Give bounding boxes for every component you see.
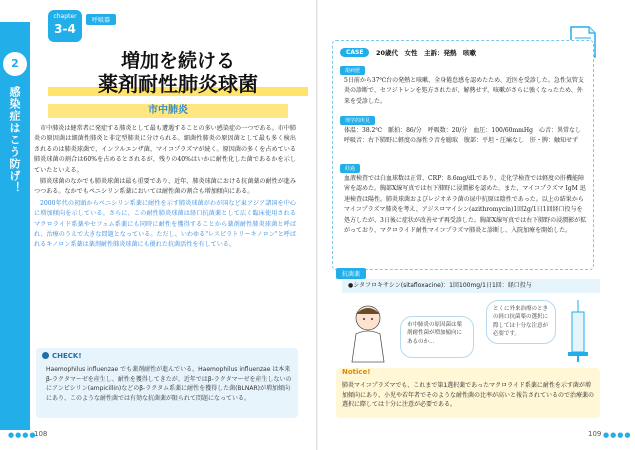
section-tag-course: 経過 xyxy=(340,164,360,173)
right-page xyxy=(318,0,635,450)
section-text-history: 5日前から37℃台の発熱と咳嗽、全身倦怠感を認めたため、近医を受診した。急性気管支炎の診断で、セフジトレンを処方されたが、解熱せず、咳嗽がさらに強くなったため、外来を受診した。 xyxy=(344,77,584,105)
section-tag-history: 現病歴 xyxy=(340,66,365,75)
page-number-left: 108 xyxy=(34,430,48,438)
chapter-badge xyxy=(48,10,82,42)
chapter-small-label: chapter xyxy=(53,13,77,20)
side-tab-label: 感染症はこう防げ！ xyxy=(8,86,21,194)
notice-heading: Notice! xyxy=(342,368,371,376)
title-line2: 薬剤耐性肺炎球菌 xyxy=(48,73,308,96)
section-subtitle: 市中肺炎 xyxy=(48,104,288,118)
paragraph: 肺炎球菌のなかでも肺炎球菌は最も重要であり、近年、肺炎球菌における抗菌薬の耐性が進みつつある。なかでもペニシリン系薬においては耐性菌の割合も増加傾向にある。 xyxy=(34,178,296,196)
speech-bubble-right: とくに外来治療のときの経口抗菌薬の選択に際しては十分な注意が必要です。 xyxy=(486,300,556,344)
page-dots-right: ●●●● xyxy=(603,431,632,439)
paragraph-highlight: 2000年代の初頭からペニシリン系薬に耐性を示す肺炎球菌がわが国など東アジア諸国を中心に増加傾向を示している。さらに、この耐性肺炎球菌は経口抗菌薬として広く臨床使用されるマクロライド系薬やセフェム系薬にも同時に耐性を獲得することから薬剤耐性肺炎球菌と呼ばれ、治療のうえで大きな問題となっている。ただし、いわゆる"レスピラトリーキノロン"と呼ばれるキノロン系薬は薬剤耐性肺炎球菌にも優れた抗菌活性を有している。 xyxy=(34,199,296,249)
chapter-category: 呼吸器 xyxy=(86,14,116,25)
side-tab-number: 2 xyxy=(3,52,27,76)
syringe-illustration xyxy=(558,298,598,364)
drug-tag: 抗菌薬 xyxy=(336,268,366,279)
page-dots-left: ●●●● xyxy=(8,431,37,439)
page-number-right: 109 xyxy=(588,430,602,438)
section-tag-physical: 理学的所見 xyxy=(340,116,375,125)
notice-body: 肺炎マイコプラズマでも、これまで第1選択薬であったマクロライド系薬に耐性を示す菌が増加傾向にあり、小児や若年者でそのような耐性菌の比率が高いと報告されているので治療薬の選択に際しては十分に注意が必要である。 xyxy=(342,382,595,409)
check-body: Haemophilus influenzae でも薬剤耐性が進んでいる。Haemophilus influenzae は本来β-ラクタマーゼを産生し、耐性を獲得してきたが、近年ではβ-ラクタマーゼを産生しないのにアンピシリン(ampicillin)などのβ-ラクタム系薬に耐性を獲得した菌(BLNAR)が増加傾向にあり、このような耐性菌では有効な抗菌薬が限られて問題になっている。 xyxy=(46,366,292,402)
left-page xyxy=(0,0,317,450)
side-tab xyxy=(0,22,30,430)
chapter-number: 3-4 xyxy=(54,22,76,36)
title-line1: 増加を続ける xyxy=(120,50,235,72)
speech-bubble-left: 市中肺炎の原因菌は薬剤耐性菌が増加傾向にあるのか… xyxy=(400,316,474,358)
nurse-illustration xyxy=(338,300,398,364)
section-text-course: 血液検査では白血球数は正常、CRP：8.6mg/dLであり、走化学検査では軽度の肝機能障害を認めた。胸部X線写真では右下肺野に浸潤影を認めた。また、マイコプラズマ IgM 迅速検査は陽性。肺炎球菌およびレジオネラ菌の尿中抗原は陰性であった。以上の結果からマイコプラズマ肺炎を考え、アジスロマイシン(azithromycin)1回2g/1日1回経口投与を処方したが、3日後に症状が改善せず再受診した。胸部X線写真では右下肺野の浸潤影が拡がっており、マクロライド耐性マイコプラズマ肺炎と診断し、入院加療を開始した。 xyxy=(344,175,587,235)
case-label: CASE xyxy=(340,48,369,57)
check-icon xyxy=(42,352,49,359)
check-heading-text: CHECK! xyxy=(52,352,82,360)
check-box xyxy=(36,348,298,418)
body-text xyxy=(34,124,296,252)
paragraph: 市中肺炎は健常者に発症する肺炎として最も遭遇することの多い感染症の一つである。市中肺炎の原因菌は細菌性肺炎と非定型肺炎に分けられる。細菌性肺炎の原因菌として最も多く検出されるのは肺炎球菌で、インフルエンザ菌、マイコプラズマが続く。原因菌の多くを占めている肺炎球菌の割合は60%を占めるとされるが、残りの40%はいかに耐性化した菌であるかを示していたといえる。 xyxy=(34,125,296,174)
page-title xyxy=(48,50,308,96)
drug-line: ●シタフロキサシン(sitafloxacine)：1回100mg/1日1回：経口投与 xyxy=(342,279,600,293)
section-text-physical: 体温：38.2℃ 脈拍：86/分 呼吸数：20/分 血圧：100/60mmHg 心音：異常なし 呼吸音：右下肺野に軽度の湿性ラ音を聴取 腹部：平坦・圧痛なし 肝・脾：触知せず xyxy=(344,127,587,145)
case-title: 20歳代 女性 主訴：発熱 咳嗽 xyxy=(376,49,477,57)
check-heading xyxy=(42,352,82,360)
